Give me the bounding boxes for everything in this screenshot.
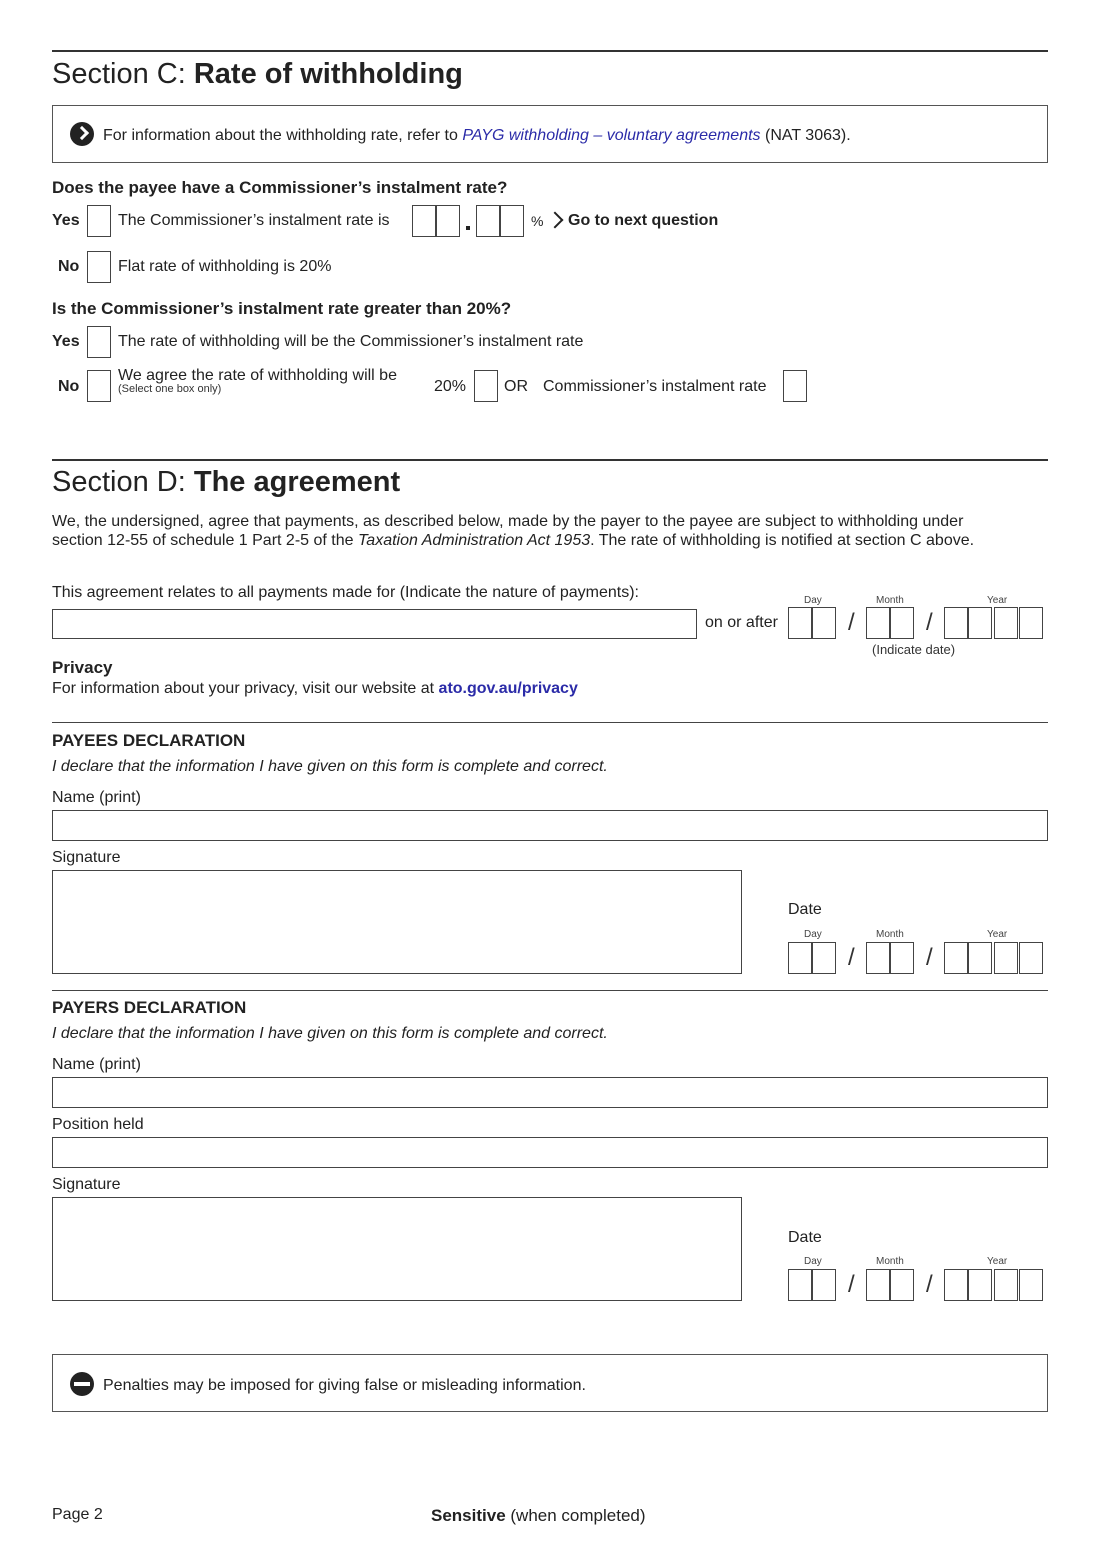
rate-digit-1[interactable] — [412, 205, 436, 237]
section-c-prefix: Section C: — [52, 58, 186, 90]
payee-signature-box[interactable] — [52, 870, 742, 974]
agreement-year-3[interactable] — [994, 607, 1018, 639]
month-label: Month — [876, 595, 904, 606]
opt-cir-checkbox[interactable] — [783, 370, 807, 402]
agreement-month-2[interactable] — [890, 607, 914, 639]
year-label: Year — [987, 1256, 1008, 1267]
relates-label: This agreement relates to all payments made for (Indicate the nature of payments): — [52, 584, 639, 601]
payee-statement: I declare that the information I have given on this form is complete and correct. — [52, 758, 608, 775]
q1-no-text: Flat rate of withholding is 20% — [118, 258, 332, 275]
payee-year-2[interactable] — [968, 942, 992, 974]
q2-yes-label: Yes — [52, 333, 80, 350]
payer-rule — [52, 990, 1048, 991]
payee-signature-label: Signature — [52, 849, 121, 866]
q2-yes-checkbox[interactable] — [87, 326, 111, 358]
opt-cir-label: Commissioner’s instalment rate — [543, 378, 767, 395]
section-d-heading: The agreement — [193, 466, 401, 498]
q2-no-text: We agree the rate of withholding will be — [118, 367, 397, 384]
arrow-right-icon — [70, 122, 94, 146]
payer-position-input[interactable] — [52, 1137, 1048, 1168]
q1-question: Does the payee have a Commissioner’s instalment rate? — [52, 178, 508, 197]
agreement-paragraph: We, the undersigned, agree that payments, as described below, made by the payer to the payee are subject to withholding under section 12-55 of schedule 1 Part 2-5 of the Taxation Administration Act 1953. The rate of withholding is notified at section C above. — [52, 513, 975, 549]
payer-day-2[interactable] — [812, 1269, 836, 1301]
date-slash: / — [926, 1271, 933, 1298]
go-next-text: Go to next question — [568, 212, 719, 229]
payee-day-1[interactable] — [788, 942, 812, 974]
page-number: Page 2 — [52, 1506, 103, 1523]
sensitive-footer: Sensitive (when completed) — [431, 1506, 646, 1525]
indicate-date-label: (Indicate date) — [872, 642, 956, 657]
q2-yes-text: The rate of withholding will be the Commissioner’s instalment rate — [118, 333, 584, 350]
section-d-title — [52, 466, 400, 499]
payer-position-label: Position held — [52, 1116, 144, 1133]
day-label: Day — [804, 1256, 822, 1267]
agreement-year-4[interactable] — [1019, 607, 1043, 639]
payee-heading: PAYEES DECLARATION — [52, 731, 246, 750]
percent-sign: % — [531, 213, 544, 229]
payg-link[interactable]: PAYG withholding – voluntary agreements — [462, 127, 761, 144]
payer-year-2[interactable] — [968, 1269, 992, 1301]
q2-no-label: No — [58, 378, 80, 395]
q1-yes-checkbox[interactable] — [87, 205, 111, 237]
date-slash: / — [926, 944, 933, 971]
privacy-heading: Privacy — [52, 658, 113, 677]
or-label: OR — [504, 378, 528, 395]
q1-no-checkbox[interactable] — [87, 251, 111, 283]
payer-year-4[interactable] — [1019, 1269, 1043, 1301]
q1-yes-text: The Commissioner’s instalment rate is — [118, 212, 390, 229]
agreement-year-1[interactable] — [944, 607, 968, 639]
payee-date-label: Date — [788, 901, 822, 918]
rate-digit-3[interactable] — [476, 205, 500, 237]
q2-question: Is the Commissioner’s instalment rate greater than 20%? — [52, 299, 512, 318]
payee-day-2[interactable] — [812, 942, 836, 974]
payee-name-label: Name (print) — [52, 789, 141, 806]
opt-20-label: 20% — [434, 378, 467, 395]
month-label: Month — [876, 929, 904, 940]
day-label: Day — [804, 929, 822, 940]
payee-year-3[interactable] — [994, 942, 1018, 974]
payee-year-4[interactable] — [1019, 942, 1043, 974]
date-slash: / — [848, 609, 855, 636]
payee-month-1[interactable] — [866, 942, 890, 974]
payer-statement: I declare that the information I have given on this form is complete and correct. — [52, 1025, 608, 1042]
payer-year-1[interactable] — [944, 1269, 968, 1301]
payer-name-input[interactable] — [52, 1077, 1048, 1108]
payer-heading: PAYERS DECLARATION — [52, 998, 247, 1017]
date-slash: / — [848, 944, 855, 971]
warning-minus-icon — [70, 1372, 94, 1396]
section-c-rule — [52, 50, 1048, 52]
month-label: Month — [876, 1256, 904, 1267]
privacy-link[interactable]: ato.gov.au/privacy — [438, 680, 578, 697]
q2-no-subtext: (Select one box only) — [118, 383, 222, 395]
on-or-after-label: on or after — [705, 614, 778, 631]
payer-date-label: Date — [788, 1229, 822, 1246]
date-slash: / — [926, 609, 933, 636]
decimal-point — [466, 226, 470, 230]
payee-rule — [52, 722, 1048, 723]
privacy-text: For information about your privacy, visit our website at ato.gov.au/privacy — [52, 680, 578, 697]
year-label: Year — [987, 595, 1008, 606]
payee-month-2[interactable] — [890, 942, 914, 974]
info-text: For information about the withholding rate, refer to PAYG withholding – voluntary agreements (NAT 3063). — [103, 127, 851, 144]
section-d-rule — [52, 459, 1048, 461]
payer-signature-box[interactable] — [52, 1197, 742, 1301]
payer-month-1[interactable] — [866, 1269, 890, 1301]
q2-no-checkbox[interactable] — [87, 370, 111, 402]
rate-digit-2[interactable] — [436, 205, 460, 237]
payer-month-2[interactable] — [890, 1269, 914, 1301]
penalty-text: Penalties may be imposed for giving false or misleading information. — [103, 1377, 586, 1394]
payee-year-1[interactable] — [944, 942, 968, 974]
payer-year-3[interactable] — [994, 1269, 1018, 1301]
section-c-heading: Rate of withholding — [193, 58, 463, 90]
year-label: Year — [987, 929, 1008, 940]
chevron-right-icon — [553, 211, 561, 229]
payer-day-1[interactable] — [788, 1269, 812, 1301]
rate-digit-4[interactable] — [500, 205, 524, 237]
agreement-year-2[interactable] — [968, 607, 992, 639]
payee-name-input[interactable] — [52, 810, 1048, 841]
q1-yes-label: Yes — [52, 212, 80, 229]
agreement-day-1[interactable] — [788, 607, 812, 639]
payer-name-label: Name (print) — [52, 1056, 141, 1073]
opt-20-checkbox[interactable] — [474, 370, 498, 402]
q1-no-label: No — [58, 258, 80, 275]
day-label: Day — [804, 595, 822, 606]
payments-nature-input[interactable] — [52, 609, 697, 639]
section-c-title — [52, 58, 463, 91]
date-slash: / — [848, 1271, 855, 1298]
agreement-day-2[interactable] — [812, 607, 836, 639]
section-d-prefix: Section D: — [52, 466, 186, 498]
agreement-month-1[interactable] — [866, 607, 890, 639]
q2-no-text-block — [118, 367, 397, 395]
payer-signature-label: Signature — [52, 1176, 121, 1193]
